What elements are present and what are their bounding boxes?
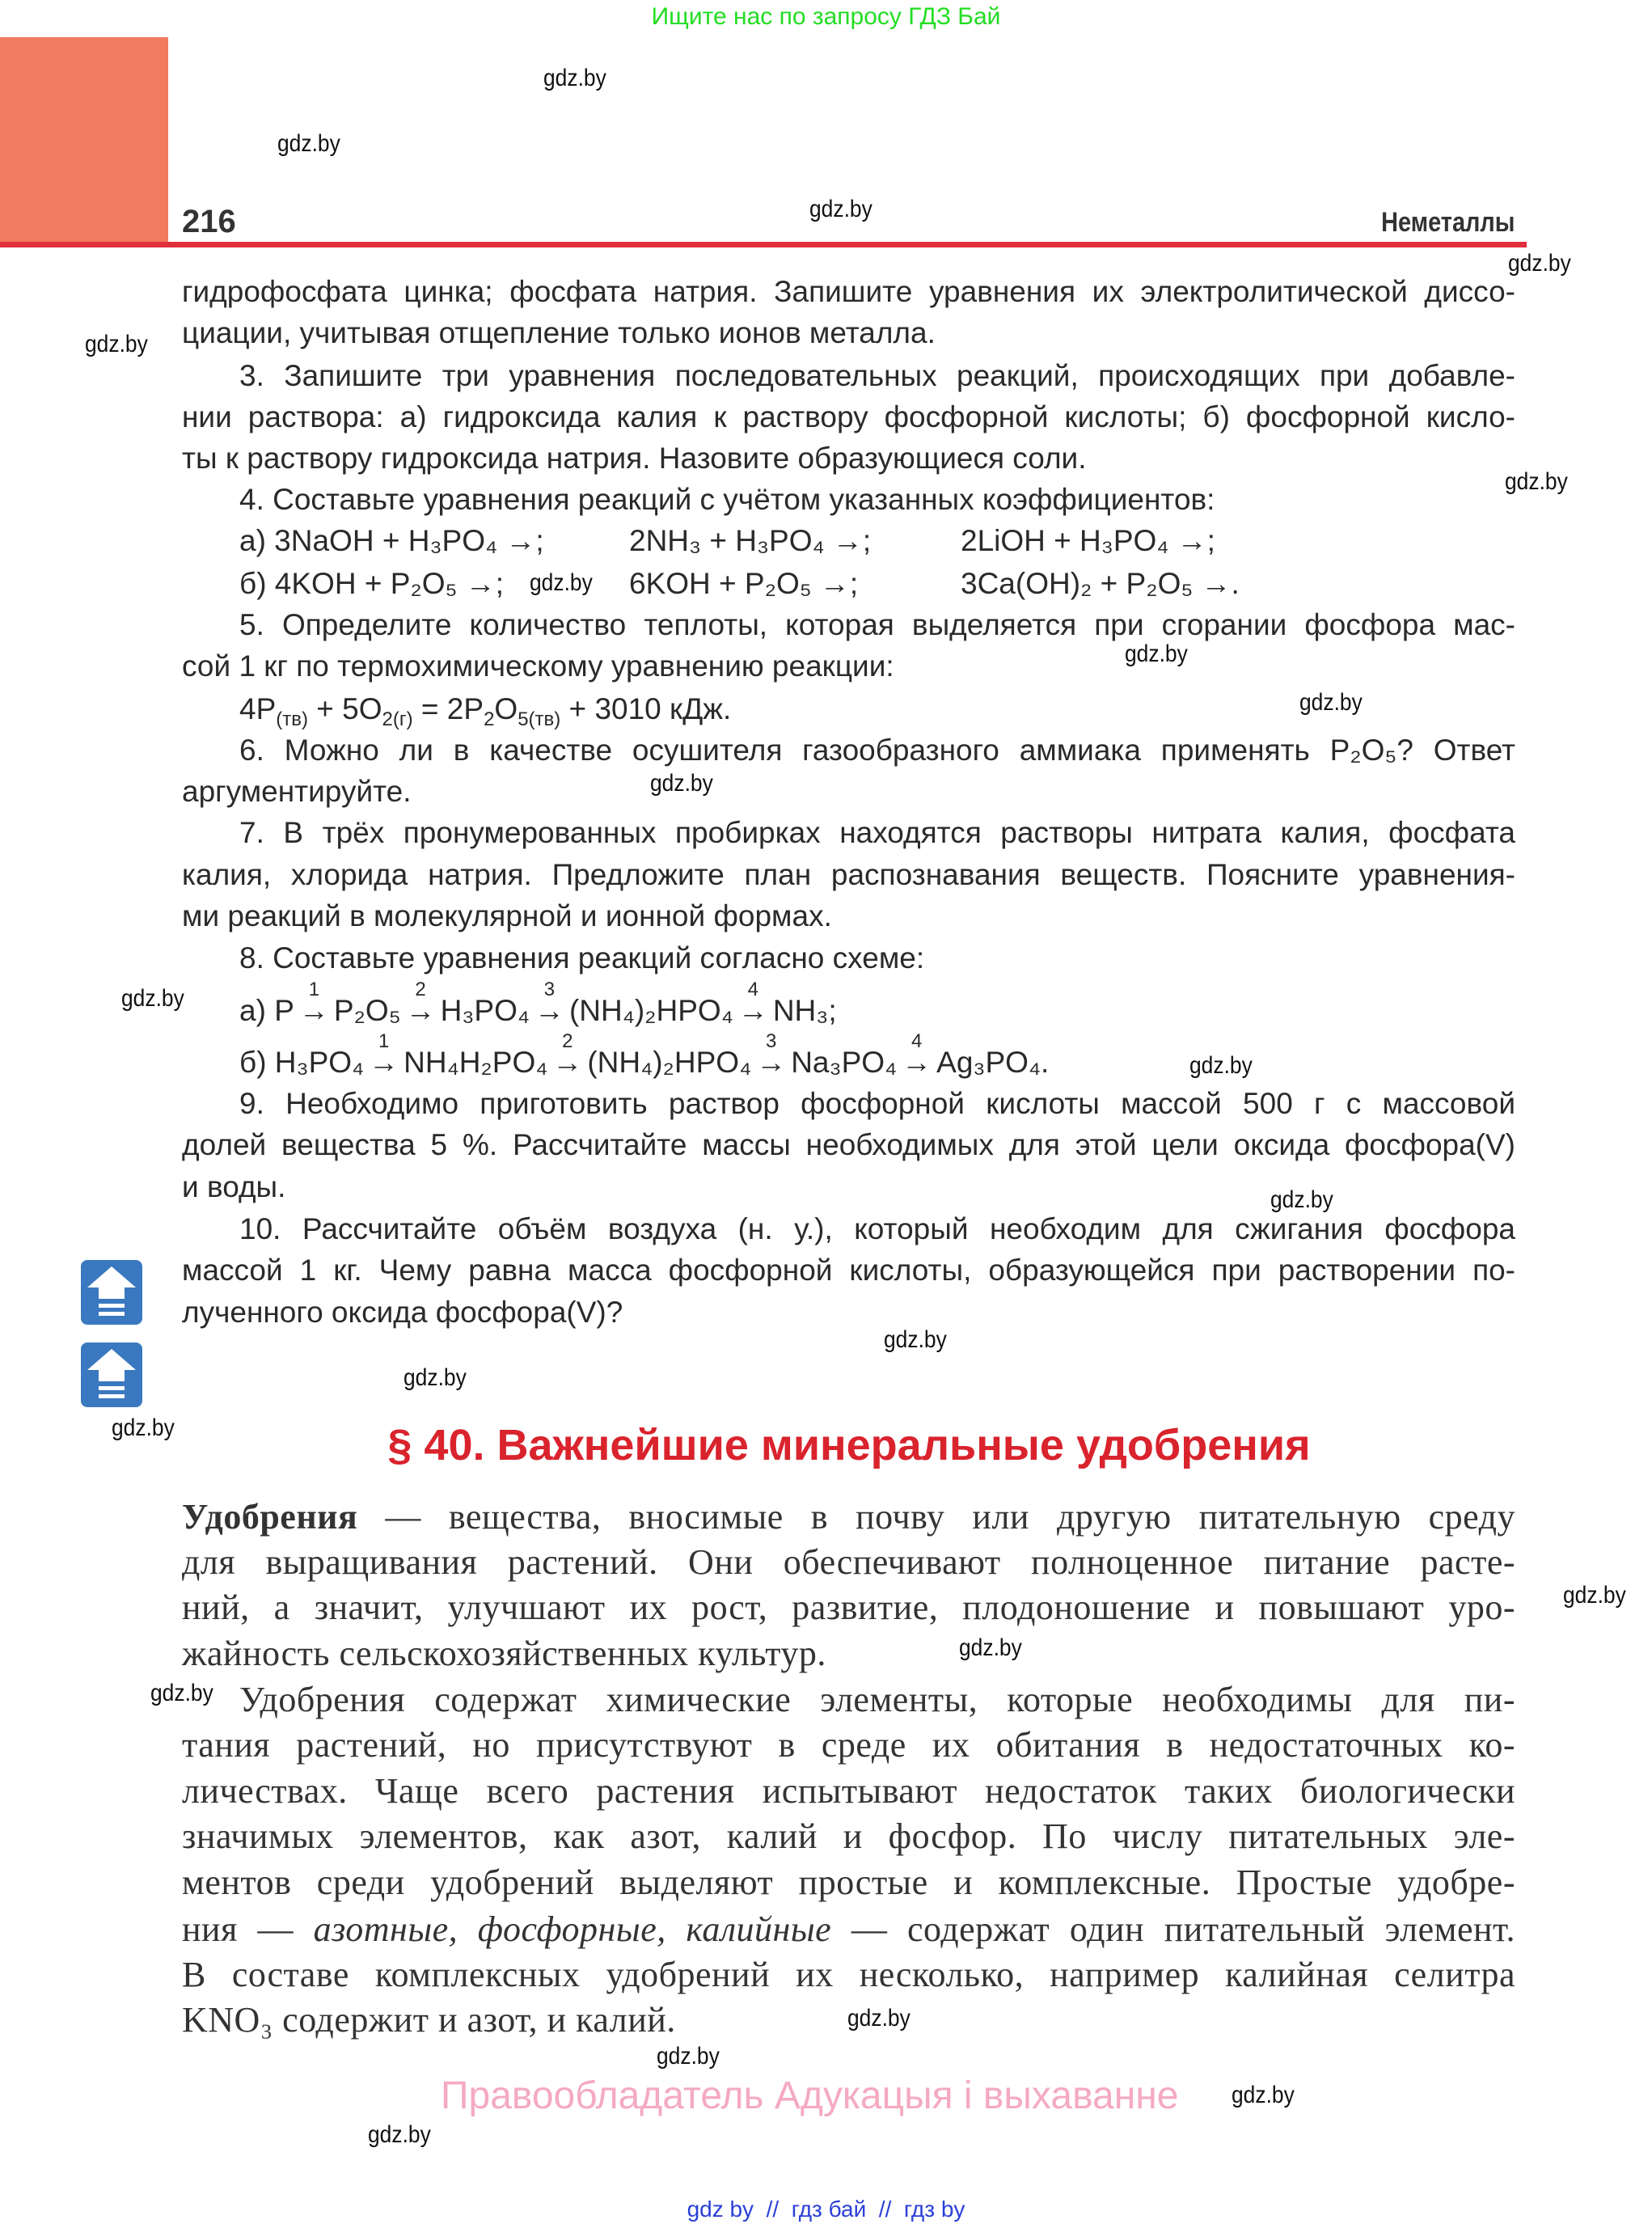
eq-sub: 5(тв) (518, 708, 561, 730)
watermark: gdz.by (277, 130, 340, 157)
chain-item: H₃PO₄ (440, 994, 530, 1027)
arrow-up-icon (81, 1260, 142, 1325)
watermark: gdz.by (85, 331, 148, 357)
text-line: гидрофосфата цинка; фосфата натрия. Запишите уравнения их электролитической диссо- (182, 275, 1515, 308)
section-title: Неметаллы (1380, 207, 1515, 238)
arrow-icon: → (405, 994, 436, 1027)
task-7: 7. В трёх пронумерованных пробирках находятся растворы нитрата калия, фосфата (239, 816, 1515, 849)
arrow-icon: → (737, 994, 768, 1027)
paragraph-line: KNO₃ содержит и азот, и калий. (182, 2000, 676, 2040)
text-line: долей вещества 5 %. Рассчитайте массы необходимых для этой цели оксида фосфора(V) (182, 1128, 1515, 1161)
watermark: gdz.by (368, 2121, 431, 2148)
arrow-icon: → (756, 1046, 787, 1079)
equation: 3Ca(OH)₂ + P₂O₅ →. (961, 567, 1240, 600)
top-banner[interactable]: Ищите нас по запросу ГДЗ Бай (651, 3, 1001, 30)
watermark: gdz.by (1189, 1052, 1253, 1079)
upload-icon-button[interactable] (81, 1342, 142, 1407)
watermark: gdz.by (1232, 2082, 1295, 2108)
chain-item: H₃PO₄ (274, 1046, 365, 1079)
footer-links[interactable]: gdz by // гдз бай // гдз by (687, 2197, 965, 2222)
text-line: и воды. (182, 1170, 286, 1203)
step-number: 2 (415, 979, 426, 1000)
chain-item: Na₃PO₄ (791, 1046, 898, 1079)
step-number: 1 (378, 1030, 390, 1052)
paragraph-line: жайность сельскохозяйственных культур. (182, 1634, 826, 1673)
text-line: ми реакций в молекулярной и ионной формах. (182, 899, 832, 932)
watermark: gdz.by (809, 196, 872, 222)
text: — вещества, вносимые в почву или другую питательную среду (357, 1497, 1515, 1537)
chain-item: Ag₃PO₄. (936, 1046, 1050, 1079)
chain-arrow (902, 1030, 932, 1080)
eq-sub: 2 (484, 708, 495, 730)
reaction-chain-b (239, 1030, 1515, 1080)
arrow-icon: → (298, 994, 329, 1027)
watermark: gdz.by (121, 985, 184, 1012)
chain-item: P₂O₅ (333, 994, 401, 1027)
equation: 2LiOH + H₃PO₄ →; (961, 524, 1215, 557)
chain-arrow (756, 1030, 787, 1080)
watermark: gdz.by (1299, 689, 1363, 716)
watermark: gdz.by (530, 569, 593, 596)
watermark: gdz.by (1563, 1582, 1626, 1609)
equation: 2NH₃ + H₃PO₄ →; (629, 524, 872, 557)
text-line: ты к раствору гидроксида натрия. Назовите образующиеся соли. (182, 442, 1087, 475)
page-number: 216 (182, 204, 236, 239)
paragraph-line: Удобрения содержат химические элементы, которые необходимы для пи- (239, 1680, 1515, 1719)
chain-label: б) (239, 1046, 267, 1079)
watermark: gdz.by (1270, 1186, 1333, 1213)
paragraph-line (182, 1908, 1515, 1951)
watermark: gdz.by (847, 2005, 911, 2032)
paragraph-line (182, 1495, 1515, 1539)
arrow-icon: → (902, 1046, 932, 1079)
step-number: 3 (766, 1030, 777, 1052)
term: Удобрения (182, 1497, 358, 1537)
text-line: массой 1 кг. Чему равна масса фосфорной кислоты, образующейся при растворении по- (182, 1254, 1515, 1287)
eq-part: + 5O (308, 692, 382, 725)
watermark: gdz.by (657, 2043, 720, 2070)
arrow-up-icon (81, 1342, 142, 1407)
reaction-chain-a (239, 979, 1515, 1029)
arrow-icon: → (552, 1046, 583, 1079)
watermark: gdz.by (1508, 250, 1571, 277)
chain-item: NH₃; (772, 994, 837, 1027)
chain-label: а) (239, 994, 266, 1027)
arrow-icon: → (534, 994, 564, 1027)
header-rule (0, 242, 1527, 247)
eq-part: + 3010 кДж. (560, 692, 732, 725)
text-line: сой 1 кг по термохимическому уравнению реакции: (182, 649, 894, 683)
task-8: 8. Составьте уравнения реакций согласно схеме: (239, 941, 925, 975)
chain-item: NH₄H₂PO₄ (403, 1046, 548, 1079)
eq-part: O (494, 692, 518, 725)
watermark: gdz.by (112, 1414, 175, 1441)
copyright-notice: Правообладатель Адукацыя і выхаванне (441, 2074, 1179, 2117)
step-number: 4 (911, 1030, 923, 1052)
text: — содержат один питательный элемент. (831, 1909, 1515, 1949)
paragraph-line: значимых элементов, как азот, калий и фосфор. По числу питательных эле- (182, 1816, 1515, 1856)
eq-sub: (тв) (276, 708, 308, 730)
paragraph-line: тания растений, но присутствуют в среде их обитания в недостаточных ко- (182, 1725, 1515, 1765)
paragraph-line: личествах. Чаще всего растения испытывают недостаток таких биологически (182, 1771, 1515, 1811)
eq-part: = 2P (412, 692, 484, 725)
text: ния — (182, 1909, 314, 1949)
paragraph-line: ментов среди удобрений выделяют простые и комплексные. Простые удобре- (182, 1862, 1515, 1902)
chain-item: P (274, 994, 294, 1027)
step-number: 2 (562, 1030, 573, 1052)
text-line: калия, хлорида натрия. Предложите план распознавания веществ. Поясните уравнения- (182, 858, 1515, 891)
watermark: gdz.by (884, 1326, 947, 1353)
task-3: 3. Запишите три уравнения последовательных реакций, происходящих при добавле- (239, 359, 1515, 392)
watermark: gdz.by (1125, 641, 1188, 667)
task-4: 4. Составьте уравнения реакций с учётом указанных коэффициентов: (239, 483, 1215, 516)
text-line: лученного оксида фосфора(V)? (182, 1296, 623, 1329)
task-5: 5. Определите количество теплоты, которая выделяется при сгорании фосфора мас- (239, 608, 1515, 641)
equation: а) 3NaOH + H₃PO₄ →; (239, 524, 544, 557)
text-line: нии раствора: а) гидроксида калия к раствору фосфорной кислоты; б) фосфорной кисло- (182, 400, 1515, 433)
chain-arrow (298, 979, 329, 1029)
section-heading: § 40. Важнейшие минеральные удобрения (387, 1421, 1311, 1469)
chain-arrow (405, 979, 436, 1029)
equation: 6KOH + P₂O₅ →; (629, 567, 859, 600)
chain-arrow (369, 1030, 399, 1080)
eq-sub: 2(г) (382, 708, 413, 730)
arrow-icon: → (369, 1046, 399, 1079)
accent-block (0, 37, 168, 245)
chain-item: (NH₄)₂HPO₄ (587, 1046, 752, 1079)
watermark: gdz.by (543, 65, 606, 91)
chain-arrow (552, 1030, 583, 1080)
step-number: 4 (747, 979, 758, 1000)
text-line: циации, учитывая отщепление только ионов металла. (182, 316, 936, 349)
watermark: gdz.by (959, 1634, 1022, 1661)
eq-part: 4P (239, 692, 277, 725)
step-number: 1 (308, 979, 320, 1000)
paragraph-line: В составе комплексных удобрений их несколько, например калийная селитра (182, 1955, 1515, 1994)
task-6: 6. Можно ли в качестве осушителя газообразного аммиака применять P₂O₅? Ответ (239, 734, 1515, 767)
upload-icon-button[interactable] (81, 1260, 142, 1325)
paragraph-line: ний, а значит, улучшают их рост, развитие, плодоношение и повышают уро- (182, 1588, 1515, 1627)
chain-item: (NH₄)₂HPO₄ (568, 994, 733, 1027)
task-10: 10. Рассчитайте объём воздуха (н. у.), который необходим для сжигания фосфора (239, 1212, 1515, 1245)
step-number: 3 (543, 979, 556, 1000)
watermark: gdz.by (1505, 468, 1568, 495)
paragraph-line: для выращивания растений. Они обеспечивают полноценное питание расте- (182, 1542, 1515, 1582)
italic-text: азотные, фосфорные, калийные (313, 1909, 832, 1949)
watermark: gdz.by (150, 1680, 213, 1706)
text-line: аргументируйте. (182, 775, 412, 808)
task-9: 9. Необходимо приготовить раствор фосфорной кислоты массой 500 г с массовой (239, 1087, 1515, 1120)
watermark: gdz.by (650, 770, 713, 797)
watermark: gdz.by (403, 1364, 467, 1391)
equation: б) 4KOH + P₂O₅ →; (239, 567, 505, 600)
